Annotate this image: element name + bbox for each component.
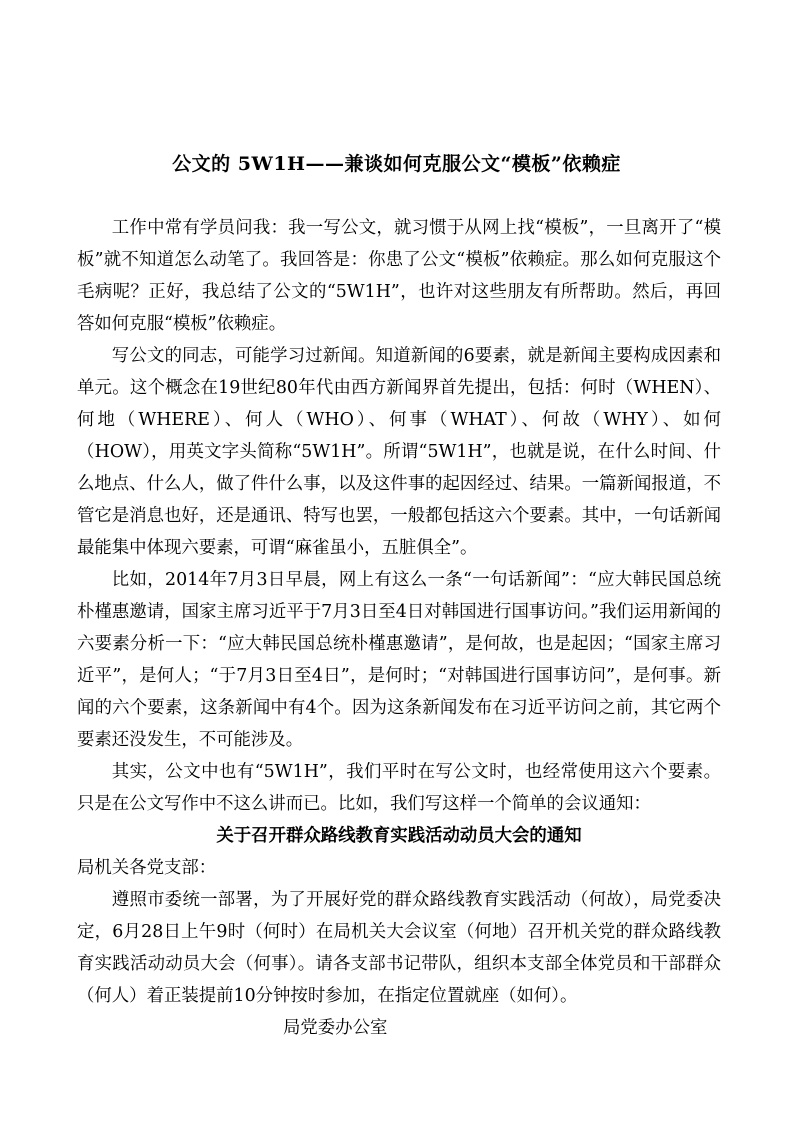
- notice-addressee: 局机关各党支部：: [77, 858, 217, 878]
- notice-title: 关于召开群众路线教育实践活动动员大会的通知: [216, 826, 582, 846]
- document-title: 公文的 5W1H——兼谈如何克服公文“模板”依赖症: [172, 153, 621, 175]
- paragraph-example: 比如，2014年7月3日早晨，网上有这么一条“一句话新闻”：“应大韩民国总统朴槿惠邀请，国家主席习近平于7月3日至4日对韩国进行国事访问。”我们运用新闻的六要素分析一下：“应大韩民国总统朴槿惠邀请”，是何故，也是起因；“国家主席习近平”，是何人；“于7月3日至4日”，是何时；“对韩国进行国事访问”，是何事。新闻的六个要素，这条新闻中有4个。因为这条新闻发布在习近平访问之前，其它两个要素还没发生，不可能涉及。: [77, 570, 721, 750]
- paragraph-news-elements: 写公文的同志，可能学习过新闻。知道新闻的6要素，就是新闻主要构成因素和单元。这个概念在19世纪80年代由西方新闻界首先提出，包括：何时（WHEN）、何地（WHERE）、何人（WHO）、何事（WHAT）、何故（WHY）、如何（HOW），用英文字头简称“5W1H”。所谓“5W1H”，也就是说，在什么时间、什么地点、什么人，做了件什么事，以及这件事的起因经过、结果。一篇新闻报道，不管它是消息也好，还是通讯、特写也罢，一般都包括这六个要素。其中，一句话新闻最能集中体现六要素，可谓“麻雀虽小，五脏俱全”。: [77, 346, 721, 558]
- notice-body: 遵照市委统一部署，为了开展好党的群众路线教育实践活动（何故），局党委决定，6月28日上午9时（何时）在局机关大会议室（何地）召开机关党的群众路线教育实践活动动员大会（何事）。请各支部书记带队，组织本支部全体党员和干部群众（何人）着正装提前10分钟按时参加，在指定位置就座（如何）。: [77, 890, 721, 1006]
- paragraph-official-docs: 其实，公文中也有“5W1H”，我们平时在写公文时，也经常使用这六个要素。只是在公文写作中不这么讲而已。比如，我们写这样一个简单的会议通知：: [77, 762, 721, 814]
- document-body: [77, 212, 721, 1044]
- notice-signature: 局党委办公室: [283, 1018, 388, 1038]
- paragraph-intro: 工作中常有学员问我：我一写公文，就习惯于从网上找“模板”，一旦离开了“模板”就不知道怎么动笔了。我回答是：你患了公文“模板”依赖症。那么如何克服这个毛病呢？正好，我总结了公文的“5W1H”，也许对这些朋友有所帮助。然后，再回答如何克服“模板”依赖症。: [77, 218, 721, 334]
